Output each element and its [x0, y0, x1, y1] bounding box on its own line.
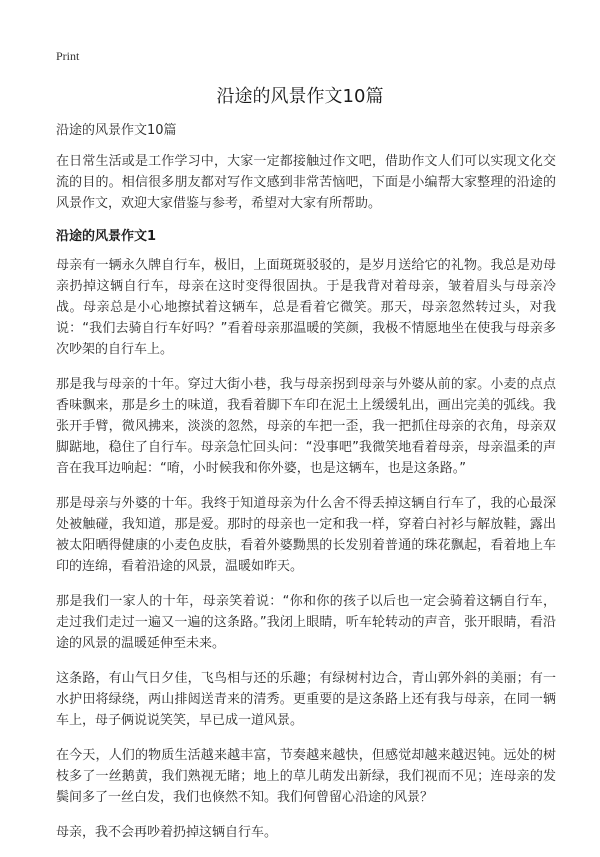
document-body [56, 120, 556, 857]
paragraph-1: 母亲有一辆永久牌自行车，极旧，上面斑斑驳驳的，是岁月送给它的礼物。我总是劝母亲扔掉这辆自行车，母亲在这时变得很固执。于是我背对着母亲，皱着眉头与母亲冷战。母亲总是小心地擦拭着这辆车，总是看着它微笑。那天，母亲忽然转过头，对我说：“我们去骑自行车好吗？”看着母亲那温暖的笑颜，我极不情愿地坐在使我与母亲多次吵架的自行车上。 [56, 258, 556, 357]
paragraph-6: 在今天，人们的物质生活越来越丰富，节奏越来越快，但感觉却越来越迟钝。远处的树枝多了一丝鹅黄，我们熟视无睹；地上的草儿萌发出新绿，我们视而不见；连母亲的发鬓间多了一丝白发，我们也倏然不知。我们何曾留心沿途的风景？ [56, 748, 556, 805]
paragraph-3: 那是母亲与外婆的十年。我终于知道母亲为什么舍不得丢掉这辆自行车了，我的心最深处被触碰，我知道，那是爱。那时的母亲也一定和我一样，穿着白衬衫与解放鞋，露出被太阳晒得健康的小麦色皮肤，看着外婆黝黑的长发别着普通的珠花飘起，看着地上车印的连绵，看着沿途的风景，温暖如昨天。 [56, 496, 556, 574]
paragraph-4: 那是我们一家人的十年，母亲笑着说：“你和你的孩子以后也一定会骑着这辆自行车，走过我们走过一遍又一遍的这条路。”我闭上眼睛，听车轮转动的声音，张开眼睛，看沿途的风景的温暖延伸至未来。 [56, 594, 556, 651]
intro-paragraph: 在日常生活或是工作学习中，大家一定都接触过作文吧，借助作文人们可以实现文化交流的目的。相信很多朋友都对写作文感到非常苦恼吧，下面是小编帮大家整理的沿途的风景作文，欢迎大家借鉴与参考，希望对大家有所帮助。 [56, 154, 556, 211]
paragraph-5: 这条路，有山气日夕佳，飞鸟相与还的乐趣；有绿树村边合，青山郭外斜的美丽；有一水护田将绿绕，两山排闼送青来的清秀。更重要的是这条路上还有我与母亲，在同一辆车上，母子俩说说笑笑，早已成一道风景。 [56, 671, 556, 728]
paragraph-2: 那是我与母亲的十年。穿过大街小巷，我与母亲拐到母亲与外婆从前的家。小麦的点点香味飘来，那是乡土的味道，我看着脚下车印在泥土上缓缓轧出，画出完美的弧线。我张开手臂，微风拂来，淡淡的忽然，母亲的车把一歪，我一把抓住母亲的衣角，母亲双脚踮地，稳住了自行车。母亲急忙回头问：“没事吧”我微笑地看着母亲，母亲温柔的声音在我耳边响起：“唷，小时候我和你外婆，也是这辆车，也是这条路。” [56, 377, 556, 476]
document-title: 沿途的风景作文10篇 [216, 86, 384, 107]
section-heading: 沿途的风景作文1 [56, 229, 157, 244]
document-subtitle: 沿途的风景作文10篇 [56, 123, 177, 138]
print-link[interactable]: Print [56, 49, 80, 63]
paragraph-7: 母亲，我不会再吵着扔掉这辆自行车。 [56, 825, 278, 840]
